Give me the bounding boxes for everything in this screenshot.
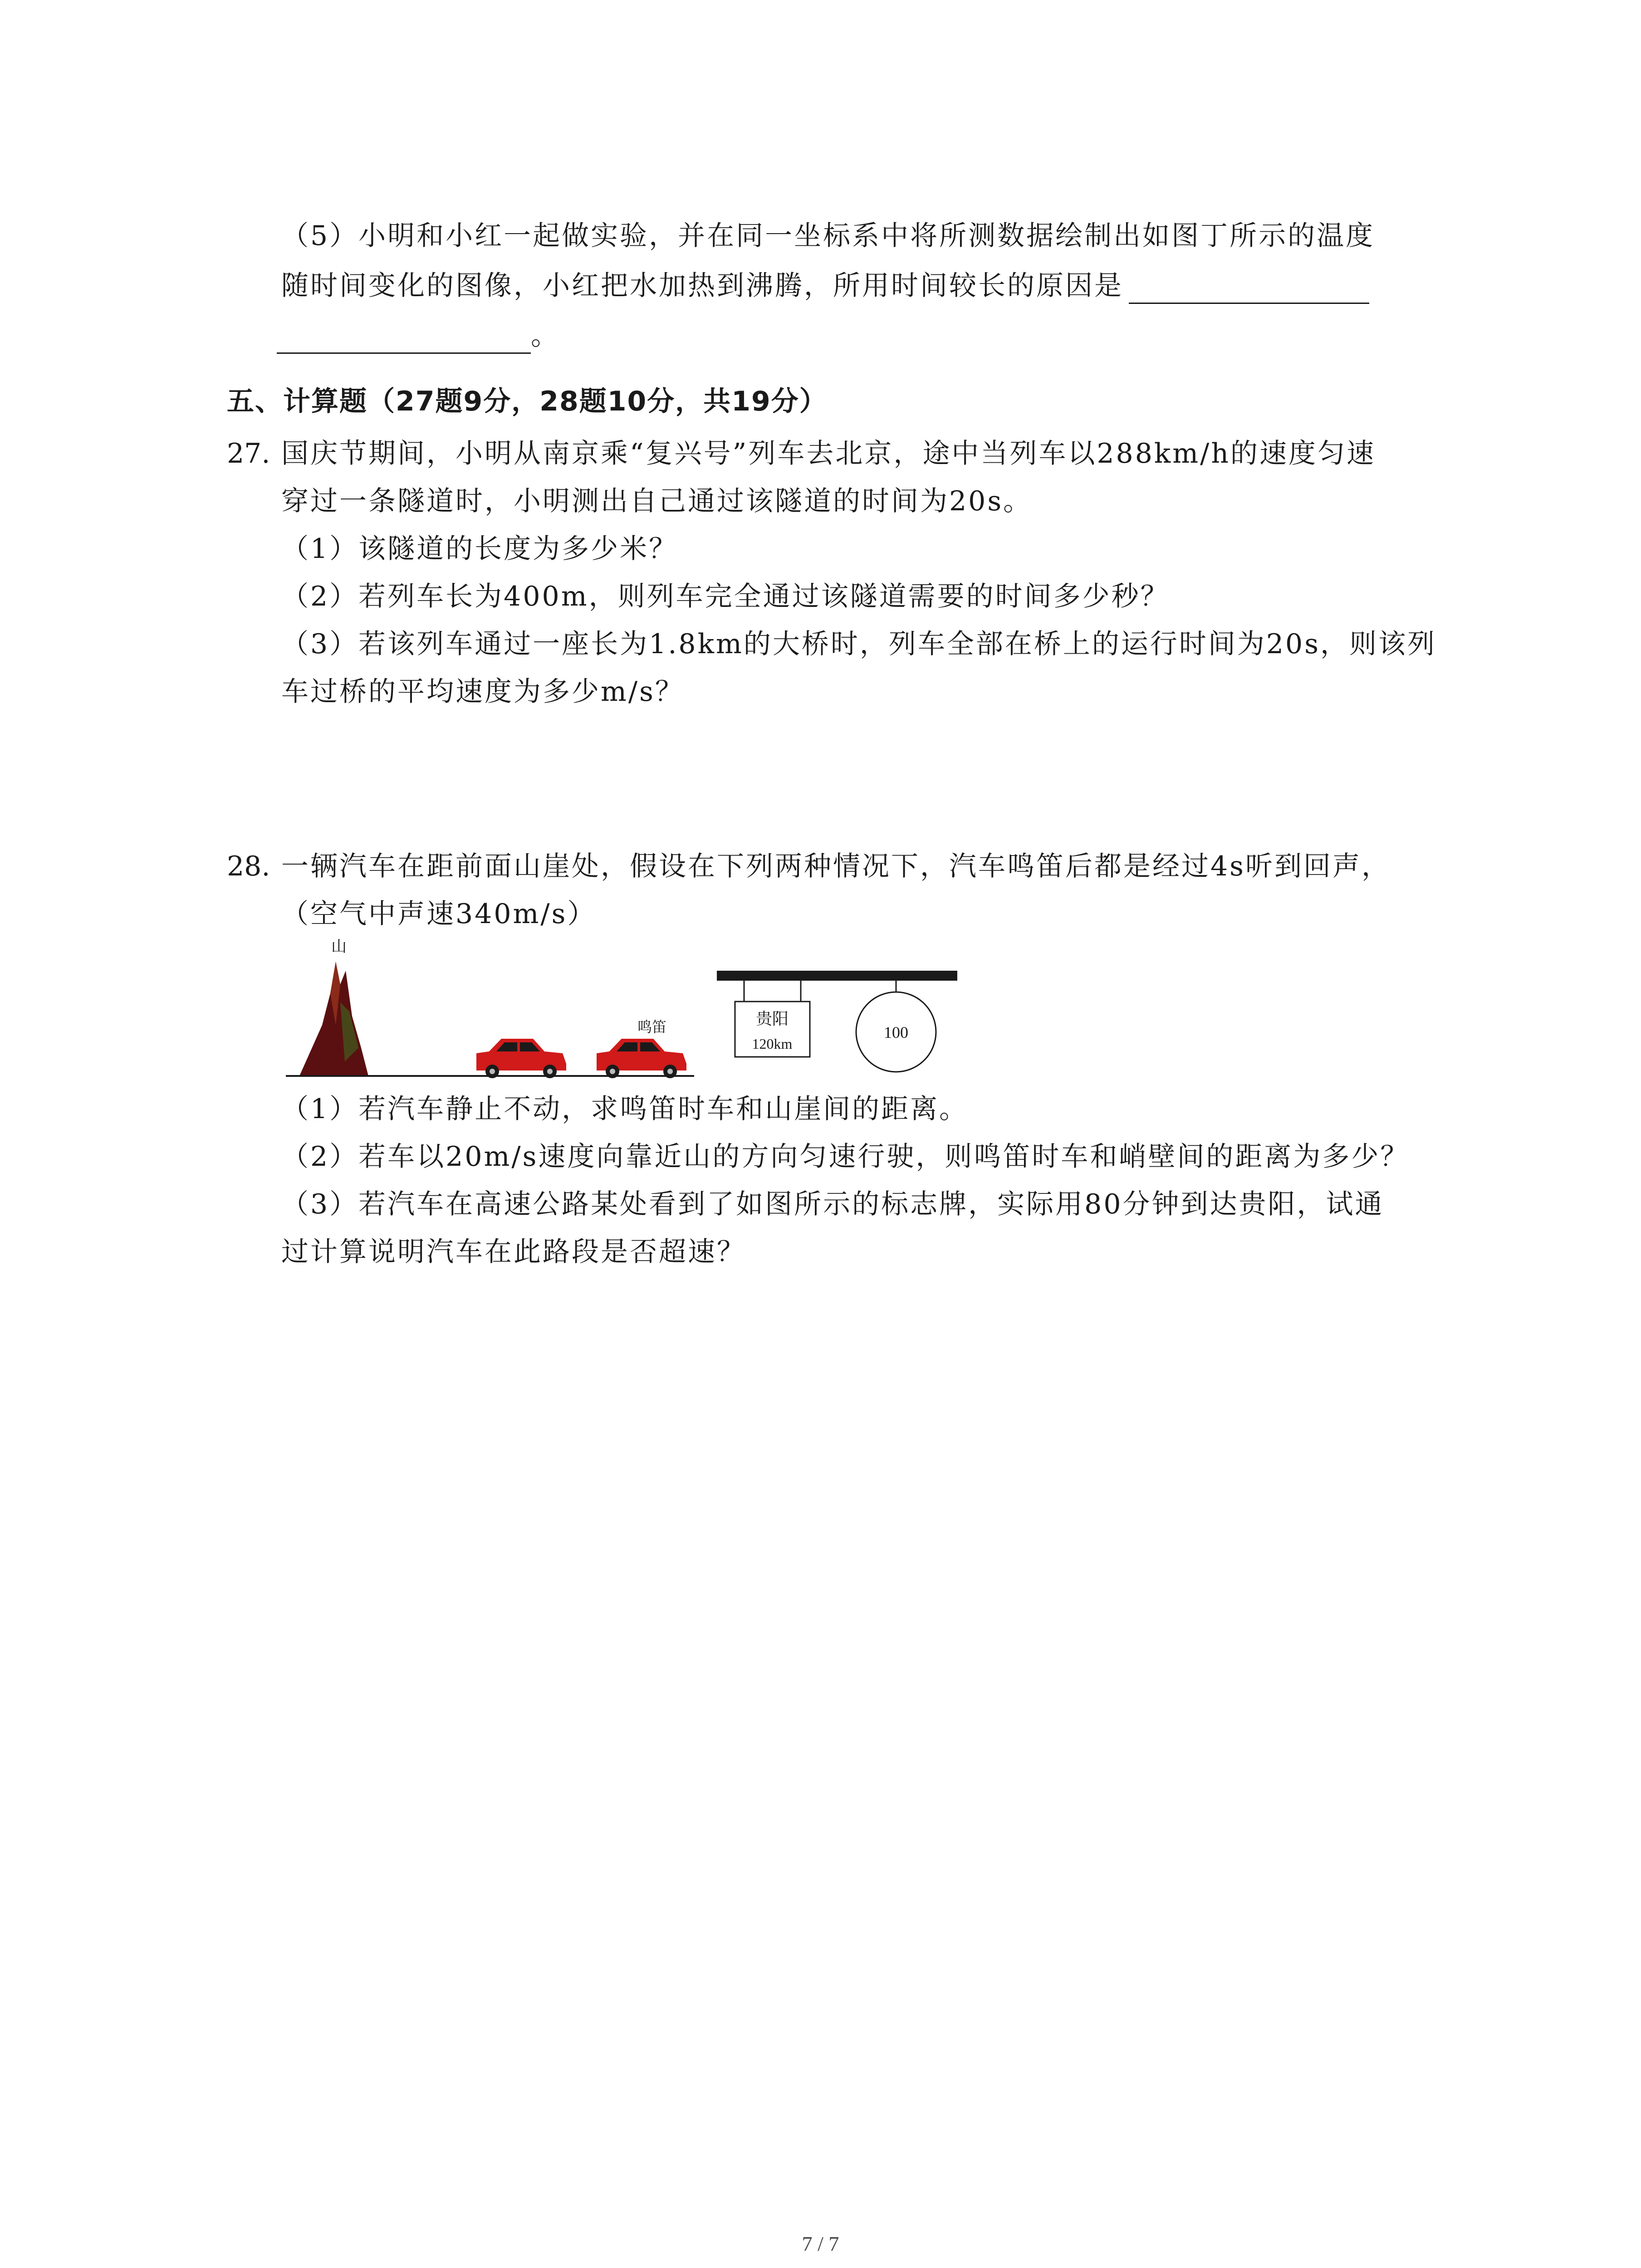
q28-line1: 一辆汽车在距前面山崖处，假设在下列两种情况下，汽车鸣笛后都是经过4s听到回声， bbox=[281, 850, 1391, 882]
q28-number: 28. bbox=[227, 850, 270, 882]
q27-part2: （2）若列车长为400m，则列车完全通过该隧道需要的时间多少秒？ bbox=[281, 581, 1170, 612]
mountain-label: 山 bbox=[331, 938, 347, 956]
car-icon-2 bbox=[597, 1039, 686, 1078]
q27-part1: （1）该隧道的长度为多少米？ bbox=[281, 533, 678, 565]
answer-blank-1[interactable] bbox=[1129, 275, 1369, 304]
q26-end-mark: 。 bbox=[531, 320, 560, 352]
q26-part5-line1: （5）小明和小红一起做实验，并在同一坐标系中将所测数据绘制出如图丁所示的温度 bbox=[281, 220, 1375, 252]
q28-part2: （2）若车以20m/s速度向靠近山的方向匀速行驶，则鸣笛时车和峭壁间的距离为多少？ bbox=[281, 1141, 1410, 1173]
q26-part5-line2-text: 随时间变化的图像，小红把水加热到沸腾，所用时间较长的原因是 bbox=[281, 270, 1123, 302]
q26-part5-line3 bbox=[277, 318, 560, 354]
sign-distance: 120km bbox=[752, 1036, 793, 1052]
horn-label: 鸣笛 bbox=[637, 1018, 667, 1036]
q28-part3-line1: （3）若汽车在高速公路某处看到了如图所示的标志牌，实际用80分钟到达贵阳，试通 bbox=[281, 1188, 1384, 1220]
q28-part1: （1）若汽车静止不动，求鸣笛时车和山崖间的距离。 bbox=[281, 1093, 969, 1125]
q26-part5-line2 bbox=[281, 268, 1369, 304]
sign-gantry-bar bbox=[717, 971, 957, 981]
section-heading: 五、计算题（27题9分，28题10分，共19分） bbox=[227, 386, 828, 417]
page-number: 7 / 7 bbox=[802, 2232, 839, 2255]
speed-limit-value: 100 bbox=[884, 1023, 908, 1041]
q27-part3-line2: 车过桥的平均速度为多少m/s？ bbox=[281, 676, 684, 708]
q27-line2: 穿过一条隧道时，小明测出自己通过该隧道的时间为20s。 bbox=[281, 485, 1033, 517]
q28-line2: （空气中声速340m/s） bbox=[281, 898, 597, 930]
q27-line1: 国庆节期间，小明从南京乘“复兴号”列车去北京，途中当列车以288km/h的速度匀速 bbox=[281, 438, 1376, 469]
car-icon-1 bbox=[476, 1039, 566, 1078]
q27-number: 27. bbox=[227, 438, 270, 469]
sign-city: 贵阳 bbox=[755, 1010, 789, 1028]
answer-blank-2[interactable] bbox=[277, 325, 531, 354]
q27-part3-line1: （3）若该列车通过一座长为1.8km的大桥时，列车全部在桥上的运行时间为20s，则该列 bbox=[281, 628, 1436, 660]
mountain-car-sign-figure bbox=[272, 934, 980, 1089]
q28-part3-line2: 过计算说明汽车在此路段是否超速？ bbox=[281, 1236, 746, 1268]
